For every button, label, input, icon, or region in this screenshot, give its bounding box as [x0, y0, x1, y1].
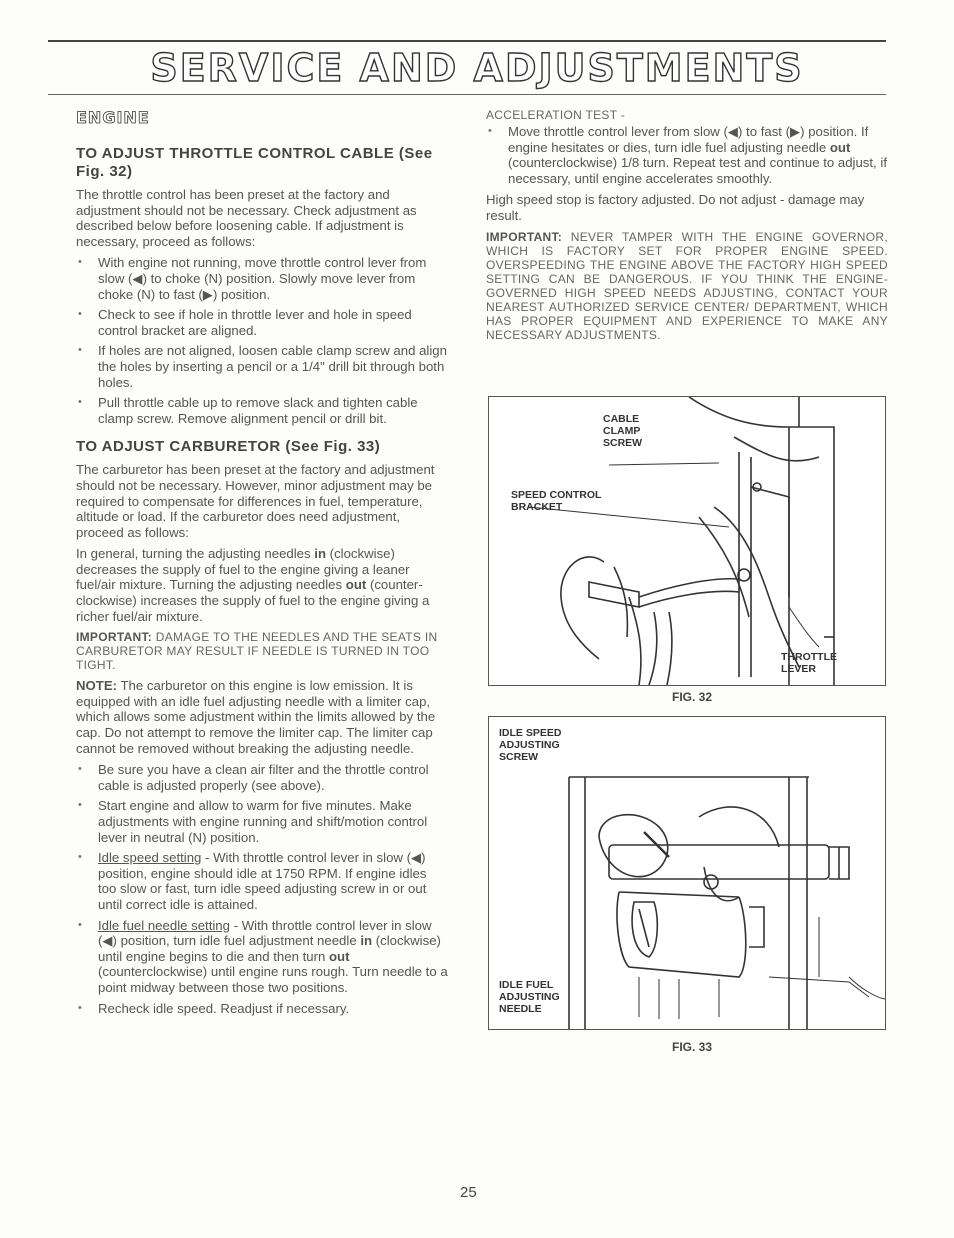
text-run: (counterclockwise) 1/8 turn. Repeat test and continue to adjust, if necessary, until engine accelerates smoothly. [508, 155, 887, 186]
text-run: (clockwise) decreases the supply of fuel to the engine giving a leaner fuel/air mixture. Turning the adjusting needles [76, 546, 410, 593]
carburetor-needles-paragraph [76, 546, 448, 624]
acceleration-step [486, 124, 888, 186]
note-text: The carburetor on this engine is low emission. It is equipped with an idle fuel adjusting needle with a limiter cap, which allows some adjustment within the limits allowed by the cap. Do not attempt to remove the limiter cap. The limiter cap cannot be removed without breaking the adjusting needle. [76, 678, 436, 756]
idle-speed-setting-label: Idle speed setting [98, 850, 202, 866]
carburetor-step-2: • Start engine and allow to warm for five minutes. Make adjustments with engine running and shift/motion control lever in neutral (N) position. [76, 798, 448, 845]
figure-32-caption: FIG. 32 [672, 690, 713, 704]
throttle-step-3: • If holes are not aligned, loosen cable clamp screw and align the holes by inserting a pencil or a 1/4" drill bit through both holes. [76, 343, 448, 390]
label-throttle-lever: THROTTLE LEVER [781, 651, 837, 675]
figure-33 [488, 716, 886, 1030]
throttle-steps [76, 255, 448, 426]
left-column [76, 108, 448, 1024]
page-title: SERVICE AND ADJUSTMENTS [150, 46, 804, 90]
acceleration-steps [486, 124, 888, 186]
text-run: (counterclockwise) until engine runs rough. Turn needle to a point midway between those two positions. [98, 964, 448, 995]
section-heading-engine: ENGINE [76, 108, 150, 127]
label-idle-speed-adjusting-screw: IDLE SPEED ADJUSTING SCREW [499, 727, 562, 763]
emphasis-in: in [314, 546, 327, 562]
acceleration-test-heading: ACCELERATION TEST - [486, 108, 626, 122]
important-label: IMPORTANT: [76, 630, 153, 645]
carburetor-intro: The carburetor has been preset at the factory and adjustment should not be necessary. However, minor adjustment may be required to compensate for differences in fuel, temperature, altitude or load. If the carburetor does need adjustment, proceed as follows: [76, 462, 435, 540]
carburetor-step-3 [76, 850, 448, 912]
label-speed-control-bracket: SPEED CONTROL BRACKET [511, 489, 602, 513]
figure-32-illustration [489, 397, 885, 685]
important-label: IMPORTANT: [486, 229, 563, 244]
note-label: NOTE: [76, 678, 118, 694]
carburetor-step-1: • Be sure you have a clean air filter and the throttle control cable is adjusted properly (see above). [76, 762, 448, 793]
throttle-intro: The throttle control has been preset at the factory and adjustment should not be necessary. Check adjustment as described below before loosening cable. If adjustment is necessary, proceed as follows: [76, 187, 417, 249]
emphasis-out: out [345, 577, 367, 593]
text-run: (clockwise) until engine begins to die and then turn [98, 933, 441, 964]
throttle-heading: TO ADJUST THROTTLE CONTROL CABLE (See Fig. 32) [76, 145, 433, 180]
text-run: - With throttle control lever in slow (◀) position, turn idle fuel adjustment needle [98, 917, 432, 949]
carburetor-important [76, 630, 448, 672]
text-run: - With throttle control lever in slow (◀) position, engine should idle at 1750 RPM. If engine idles too slow or fast, turn idle speed adjusting screw in or out until correct idle is attained. [98, 850, 427, 912]
carburetor-step-5: • Recheck idle speed. Readjust if necessary. [76, 1001, 448, 1017]
governor-important [486, 230, 888, 342]
carburetor-steps [76, 762, 448, 1016]
throttle-step-1: • With engine not running, move throttle control lever from slow (◀) to choke (N) position. Slowly move lever from choke (N) to fast (▶) position. [76, 255, 448, 302]
throttle-step-2: • Check to see if hole in throttle lever and hole in speed control bracket are aligned. [76, 307, 448, 338]
title-rule [48, 94, 886, 95]
figure-33-caption: FIG. 33 [672, 1040, 713, 1054]
label-idle-fuel-adjusting-needle: IDLE FUEL ADJUSTING NEEDLE [499, 979, 560, 1015]
emphasis-out: out [328, 948, 350, 964]
carburetor-heading: TO ADJUST CARBURETOR (See Fig. 33) [76, 438, 381, 456]
text-run: In general, turning the adjusting needles [76, 546, 315, 562]
right-column [486, 108, 888, 348]
page-number: 25 [460, 1184, 477, 1201]
throttle-step-4: • Pull throttle cable up to remove slack and tighten cable clamp screw. Remove alignment pencil or drill bit. [76, 395, 448, 426]
text-run: Move throttle control lever from slow (◀) to fast (▶) position. If engine hesitates or dies, turn idle fuel adjusting needle [508, 124, 869, 155]
carburetor-step-4 [76, 918, 448, 996]
label-cable-clamp-screw: CABLE CLAMP SCREW [603, 413, 643, 449]
emphasis-in: in [360, 933, 373, 949]
high-speed-note: High speed stop is factory adjusted. Do not adjust - damage may result. [486, 192, 865, 223]
carburetor-note [76, 678, 448, 756]
top-rule [48, 40, 886, 42]
important-text: NEVER TAMPER WITH THE ENGINE GOVERNOR, WHICH IS FACTORY SET FOR PROPER ENGINE SPEED. OVERSPEEDING THE ENGINE ABOVE THE FACTORY HIGH SPEED SETTING CAN BE DANGEROUS. IF YOU THINK THE ENGINE-GOVERNED HIGH SPEED NEEDS ADJUSTING, CONTACT YOUR NEAREST AUTHORIZED SERVICE CENTER/ DEPARTMENT, WHICH HAS PROPER EQUIPMENT AND EXPERIENCE TO MAKE ANY NECESSARY ADJUSTMENTS. [486, 229, 888, 342]
idle-fuel-needle-label: Idle fuel needle setting [98, 917, 230, 933]
figure-32 [488, 396, 886, 686]
text-run: (counter-clockwise) increases the supply of fuel to the engine giving a richer fuel/air mixture. [76, 577, 430, 624]
emphasis-out: out [829, 139, 851, 155]
important-text: DAMAGE TO THE NEEDLES AND THE SEATS IN CARBURETOR MAY RESULT IF NEEDLE IS TURNED IN TOO TIGHT. [76, 630, 438, 673]
